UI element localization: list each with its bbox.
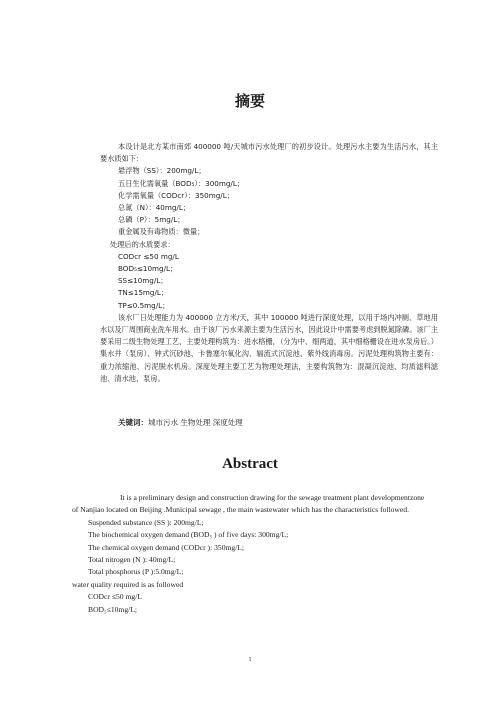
cn-process-paragraph: 该水厂日处理能力为 400000 立方米/天，其中 100000 吨进行深度处理，以用于场内冲厕、草地用水以及厂周围商业洗车用水。由于该厂污水来源主要为生活污水，因此设计中需要考虑到脱氮除磷。该厂主要采用二级生物处理工艺，主要处理构筑为：进水格栅，（分为中、细两道，其中细格栅设在进水泵房后。）集水井（泵房）、钟式沉砂池、卡鲁塞尔氧化沟、辐流式沉淀池、紫外线消毒房。污泥处理构筑物主要有：重力浓缩池、污泥脱水机房。深度处理主要工艺为物理处理法，主要构筑物为：混凝沉淀池、均质滤料滤池、清水池、泵房。 xyxy=(100,312,438,383)
cn-requirement-item: TN≤15mg/L； xyxy=(118,288,169,298)
cn-requirement-item: CODcr ≤50 mg/L xyxy=(118,251,179,261)
en-quality-item: Total phosphorus (P ):5.0mg/L; xyxy=(88,567,184,577)
cn-requirement-item: SS≤10mg/L； xyxy=(118,276,168,286)
cn-quality-item: 总氮（N）：40mg/L； xyxy=(118,203,191,213)
en-quality-item: The chemical oxygen demand (CODcr ): 350mg/L; xyxy=(88,542,245,552)
en-quality-item: Suspended substance (SS ): 200mg/L; xyxy=(88,517,204,527)
en-requirement-item: BOD₅≤10mg/L; xyxy=(88,604,138,614)
en-requirement-intro: water quality required is as followed xyxy=(72,579,184,589)
chinese-abstract-body xyxy=(100,141,438,385)
page-number: 1 xyxy=(248,656,252,663)
en-requirement-item: CODcr ≤50 mg/L xyxy=(88,592,142,602)
en-intro-paragraph: It is a preliminary design and construction drawing for the sewage treatment plant developmentzone of Nanjiao located on Beijing .Municipal sewage , the main wastewater which has the characteristics followed. xyxy=(72,493,425,515)
keywords-line xyxy=(118,417,243,428)
cn-quality-item: 化学需氧量（CODcr）：350mg/L； xyxy=(118,190,234,200)
en-quality-item: Total nitrogen (N ): 40mg/L; xyxy=(88,555,176,565)
english-abstract-body xyxy=(72,492,430,616)
cn-quality-item: 悬浮物（SS）：200mg/L； xyxy=(118,166,206,176)
english-abstract-title: Abstract xyxy=(222,456,278,472)
cn-requirement-item: BOD₅≤10mg/L； xyxy=(118,264,178,274)
cn-quality-item: 总磷（P）：5mg/L； xyxy=(118,215,185,225)
keywords-text: 城市污水 生物处理 深度处理 xyxy=(148,418,243,427)
cn-quality-item: 五日生化需氧量（BOD₅）：300mg/L； xyxy=(118,178,245,188)
chinese-abstract-title: 摘要 xyxy=(234,92,265,110)
cn-requirement-item: TP≤0.5mg/L； xyxy=(118,300,170,310)
cn-intro-paragraph: 本设计是北方某市南郊 400000 吨/天城市污水处理厂的初步设计。处理污水主要为生活污水，其主要水质如下： xyxy=(100,142,438,164)
cn-requirement-intro: 处理后的水质要求： xyxy=(110,239,175,249)
cn-quality-item: 重金属及有毒物质：微量； xyxy=(118,227,205,237)
keywords-label: 关键词： xyxy=(118,418,148,427)
en-quality-item: The biochemical oxygen demand (BOD₅ ) of five days: 300mg/L; xyxy=(88,530,289,540)
